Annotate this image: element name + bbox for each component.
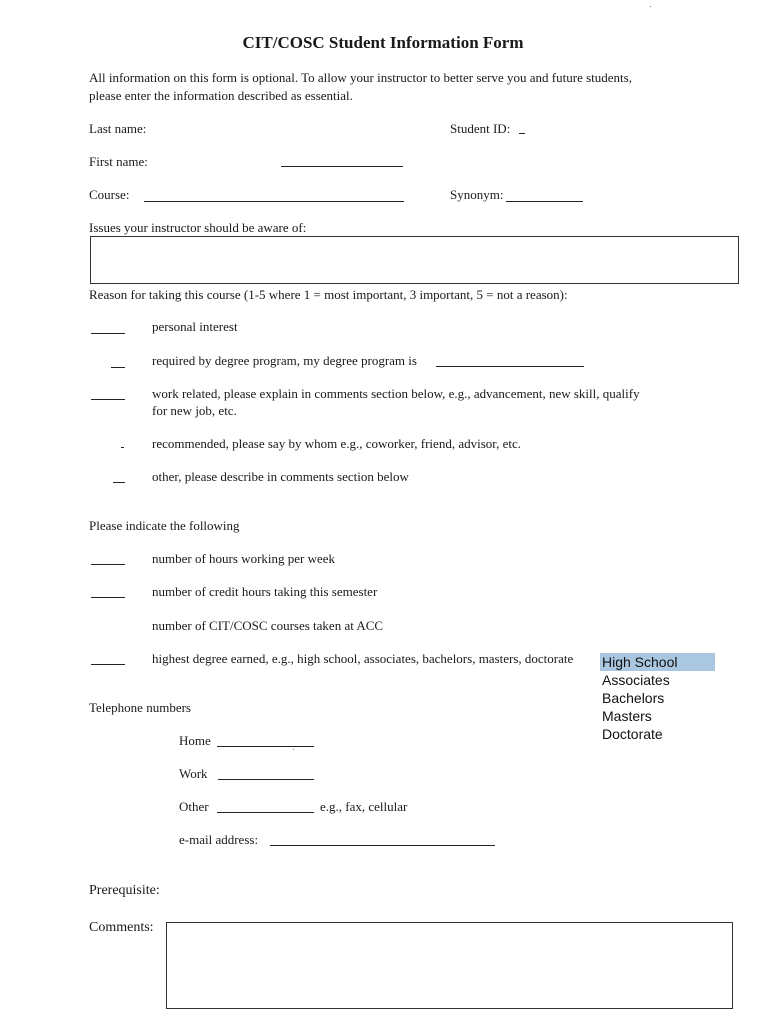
hours-working-label: number of hours working per week: [152, 551, 336, 566]
student-id-field[interactable]: [519, 133, 525, 134]
intro-line-2: please enter the information described as essential.: [89, 88, 353, 103]
personal-interest-rank[interactable]: [91, 333, 125, 334]
telephone-heading: Telephone numbers: [89, 700, 191, 715]
hours-working-field[interactable]: [91, 564, 125, 565]
degree-listbox[interactable]: [600, 653, 715, 743]
course-label: Course:: [89, 187, 130, 202]
work-phone-label: Work: [179, 766, 208, 781]
reason-personal-label: personal interest: [152, 319, 238, 334]
last-name-label: Last name:: [89, 121, 147, 136]
degree-option-masters[interactable]: Masters: [602, 708, 652, 724]
other-phone-label: Other: [179, 799, 209, 814]
indicate-heading: Please indicate the following: [89, 518, 240, 533]
first-name-field[interactable]: [281, 166, 403, 167]
degree-option-associates[interactable]: Associates: [602, 672, 670, 688]
form-title: CIT/COSC Student Information Form: [242, 33, 524, 52]
work-related-rank[interactable]: [91, 399, 125, 400]
reason-work-label-1: work related, please explain in comments section below, e.g., advancement, new skill, qualify: [152, 386, 640, 401]
degree-option-high-school[interactable]: High School: [600, 653, 715, 671]
reason-required-label: required by degree program, my degree program is: [152, 353, 417, 368]
degree-option-bachelors[interactable]: Bachelors: [602, 690, 665, 706]
other-reason-rank[interactable]: [113, 482, 125, 483]
email-label: e-mail address:: [179, 832, 259, 847]
recommended-rank[interactable]: [121, 447, 124, 448]
course-field[interactable]: [144, 201, 404, 202]
prerequisite-label: Prerequisite:: [89, 883, 160, 898]
reason-other-label: other, please describe in comments section below: [152, 469, 409, 484]
student-id-label: Student ID:: [450, 121, 511, 136]
degree-program-field[interactable]: [436, 366, 584, 367]
other-phone-hint: e.g., fax, cellular: [320, 799, 408, 814]
stray-mark: [293, 749, 294, 750]
reason-heading: Reason for taking this course (1-5 where 1 = most important, 3 important, 5 = not a reason):: [89, 287, 568, 302]
synonym-field[interactable]: [506, 201, 583, 202]
highest-degree-field[interactable]: [91, 664, 125, 665]
synonym-label: Synonym:: [450, 187, 504, 202]
first-name-label: First name:: [89, 154, 148, 169]
reason-recommended-label: recommended, please say by whom e.g., coworker, friend, advisor, etc.: [152, 436, 521, 451]
credit-hours-field[interactable]: [91, 597, 125, 598]
home-phone-field[interactable]: [217, 746, 314, 747]
degree-required-rank[interactable]: [111, 367, 125, 368]
intro-line-1: All information on this form is optional. To allow your instructor to better serve you and future students,: [89, 70, 632, 85]
reason-work-label-2: for new job, etc.: [152, 403, 237, 418]
credit-hours-label: number of credit hours taking this semester: [152, 584, 378, 599]
degree-option-doctorate[interactable]: Doctorate: [602, 726, 663, 742]
corner-mark: [650, 6, 651, 7]
home-phone-label: Home: [179, 733, 211, 748]
courses-taken-label: number of CIT/COSC courses taken at ACC: [152, 618, 384, 633]
issues-textbox[interactable]: [90, 236, 739, 284]
comments-label: Comments:: [89, 920, 154, 935]
email-field[interactable]: [270, 845, 495, 846]
work-phone-field[interactable]: [218, 779, 314, 780]
other-phone-field[interactable]: [217, 812, 314, 813]
comments-textbox[interactable]: [166, 922, 733, 1009]
issues-label: Issues your instructor should be aware of:: [89, 220, 307, 235]
highest-degree-label: highest degree earned, e.g., high school, associates, bachelors, masters, doctorate: [152, 651, 574, 666]
